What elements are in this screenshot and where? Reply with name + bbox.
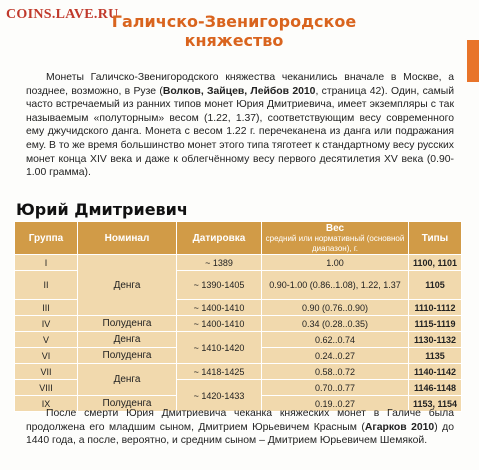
cell-weight: 0.19..0.27	[262, 396, 409, 412]
section-title: Юрий Дмитриевич	[16, 200, 188, 219]
intro-paragraph	[26, 71, 454, 180]
cell-dating: ~ 1420-1433	[177, 380, 262, 412]
cell-group: III	[15, 300, 78, 316]
table-row	[15, 364, 462, 380]
header-types: Типы	[409, 222, 462, 255]
cell-weight: 0.34 (0.28..0.35)	[262, 316, 409, 332]
intro-reference: Волков, Зайцев, Лейбов 2010	[162, 85, 316, 97]
page-title: Галичско-Звенигородское княжество	[111, 12, 357, 50]
orange-accent-bar	[467, 40, 479, 82]
table-row	[15, 316, 462, 332]
cell-group: II	[15, 271, 78, 300]
cell-types: 1105	[409, 271, 462, 300]
header-weight	[262, 222, 409, 255]
cell-types: 1115-1119	[409, 316, 462, 332]
table-header-row	[15, 222, 462, 255]
cell-nominal: Полуденга	[78, 396, 177, 412]
cell-group: IX	[15, 396, 78, 412]
cell-group: VI	[15, 348, 78, 364]
cell-nominal: Денга	[78, 255, 177, 316]
header-weight-sub: средний или нормативный (основной диапазон), г.	[265, 233, 405, 253]
cell-types: 1100, 1101	[409, 255, 462, 271]
header-dating: Датировка	[177, 222, 262, 255]
coins-table	[14, 221, 462, 412]
cell-group: V	[15, 332, 78, 348]
cell-types: 1130-1132	[409, 332, 462, 348]
header-nominal: Номинал	[78, 222, 177, 255]
header-weight-label: Вес	[325, 222, 345, 234]
cell-dating: ~ 1390-1405	[177, 271, 262, 300]
cell-dating: ~ 1418-1425	[177, 364, 262, 380]
outro-reference: Агарков 2010	[364, 421, 435, 433]
cell-types: 1135	[409, 348, 462, 364]
intro-text-2: , страница 42). Один, самый часто встречаемый из ранних типов монет Юрия Дмитриевича, имеет экземпляры с так называемым «полуторным» весом (1.22, 1.37), соответствующим весу современного ему джучидского данга. Монета с весом 1.22 г. перечеканена из данга или подражания ему. В то же время большинство монет этого типа тяготеет к стандартному весу русских монет конца XIV века и даже к облегчённому весу первого десятилетия XV века (0.90-1.00 грамма).	[26, 85, 455, 179]
cell-dating: ~ 1400-1410	[177, 316, 262, 332]
cell-weight: 0.62..0.74	[262, 332, 409, 348]
table-row	[15, 332, 462, 348]
cell-group: VIII	[15, 380, 78, 396]
cell-types: 1153, 1154	[409, 396, 462, 412]
cell-dating: ~ 1410-1420	[177, 332, 262, 364]
outro-paragraph	[26, 407, 454, 448]
cell-types: 1110-1112	[409, 300, 462, 316]
cell-dating: ~ 1389	[177, 255, 262, 271]
cell-weight: 0.58..0.72	[262, 364, 409, 380]
cell-nominal: Денга	[78, 364, 177, 396]
cell-nominal: Полуденга	[78, 348, 177, 364]
table-row	[15, 255, 462, 271]
cell-dating: ~ 1400-1410	[177, 300, 262, 316]
cell-nominal: Полуденга	[78, 316, 177, 332]
cell-weight: 0.70..0.77	[262, 380, 409, 396]
header-group: Группа	[15, 222, 78, 255]
outro-text-2: ) до 1440 года, а после, вероятно, и средним сыном – Дмитрием Юрьевичем Шемякой.	[26, 421, 454, 447]
cell-types: 1140-1142	[409, 364, 462, 380]
outro-text-1: После смерти Юрия Дмитриевича чеканка княжеских монет в Галиче была продолжена его младшим сыном, Дмитрием Юрьевичем Красным (	[26, 408, 454, 433]
cell-weight: 0.24..0.27	[262, 348, 409, 364]
cell-nominal: Денга	[78, 332, 177, 348]
cell-group: IV	[15, 316, 78, 332]
cell-group: VII	[15, 364, 78, 380]
intro-text-1: Монеты Галичско-Звенигородского княжества чеканились вначале в Москве, а позднее, возможно, в Рузе (	[26, 72, 454, 97]
cell-types: 1146-1148	[409, 380, 462, 396]
cell-group: I	[15, 255, 78, 271]
cell-weight: 0.90-1.00 (0.86..1.08), 1.22, 1.37	[262, 271, 409, 300]
cell-weight: 1.00	[262, 255, 409, 271]
watermark: COINS.LAVE.RU	[6, 7, 119, 22]
cell-weight: 0.90 (0.76..0.90)	[262, 300, 409, 316]
